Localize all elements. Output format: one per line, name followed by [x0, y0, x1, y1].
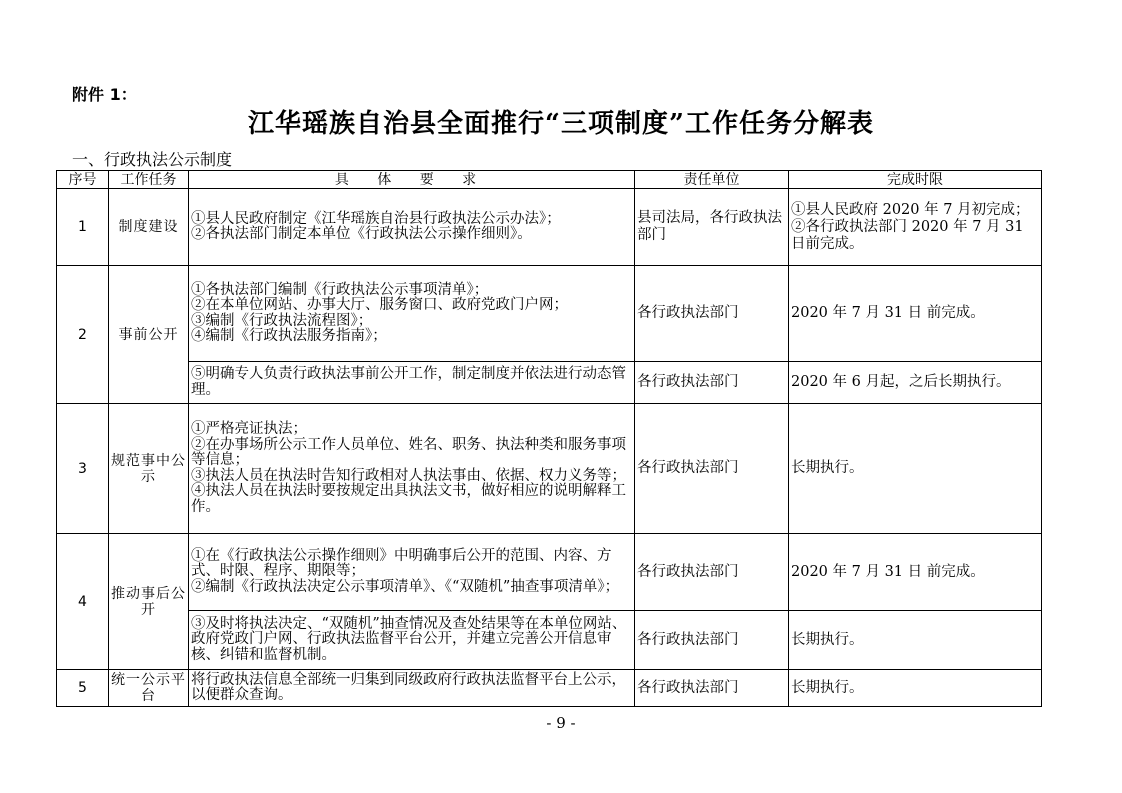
content-line: ⑤明确专人负责行政执法事前公开工作，制定制度并依法进行动态管理。: [191, 366, 626, 398]
row-content: [189, 189, 635, 266]
row-task: 推动事后公开: [109, 534, 189, 670]
row-content: [189, 611, 635, 670]
content-line: ②在办事场所公示工作人员单位、姓名、职务、执法种类和服务事项等信息；: [191, 436, 626, 468]
row-unit: 各行政执法部门: [635, 611, 789, 670]
row-unit: 各行政执法部门: [635, 362, 789, 404]
deadline-line: ①县人民政府 2020 年 7 月初完成；: [791, 201, 1030, 218]
header-task: 工作任务: [109, 171, 189, 189]
deadline-line: 2020 年 6 月起，之后长期执行。: [791, 374, 1011, 390]
deadline-line: 长期执行。: [791, 679, 864, 696]
content-line: ②各执法部门制定本单位《行政执法公示操作细则》。: [191, 226, 532, 242]
table-header-row: [57, 171, 1042, 189]
content-line: 将行政执法信息全部统一归集到同级政府行政执法监督平台上公示，以便群众查询。: [191, 671, 626, 703]
table-row: [57, 266, 1042, 362]
section-heading: 一、行政执法公示制度: [72, 150, 233, 169]
table-row: [57, 534, 1042, 611]
content-line: ③执法人员在执法时告知行政相对人执法事由、依据、权力义务等；: [191, 467, 626, 484]
row-number: 2: [57, 266, 109, 404]
row-deadline: [789, 670, 1042, 707]
attachment-label: 附件 1：: [72, 85, 137, 104]
row-content: [189, 266, 635, 362]
deadline-line: ②各行政执法部门 2020 年 7 月 31 日前完成。: [791, 218, 1024, 252]
row-number: 5: [57, 670, 109, 707]
row-task: 制度建设: [109, 189, 189, 266]
row-unit: 各行政执法部门: [635, 266, 789, 362]
content-line: ④编制《行政执法服务指南》；: [191, 328, 387, 344]
row-task: 统一公示平台: [109, 670, 189, 707]
deadline-line: 长期执行。: [791, 631, 864, 648]
content-line: ④执法人员在执法时要按规定出具执法文书，做好相应的说明解释工作。: [191, 483, 626, 515]
deadline-line: 2020 年 7 月 31 日 前完成。: [791, 563, 985, 580]
content-line: ①严格亮证执法；: [191, 421, 307, 437]
row-unit: 各行政执法部门: [635, 404, 789, 534]
header-requirements: 具 体 要 求: [189, 171, 635, 189]
content-line: ②在本单位网站、办事大厅、服务窗口、政府党政门户网；: [191, 297, 568, 313]
table-row: [57, 189, 1042, 266]
row-deadline: [789, 611, 1042, 670]
row-content: [189, 404, 635, 534]
table-row: [57, 362, 1042, 404]
table-row: [57, 404, 1042, 534]
row-content: [189, 362, 635, 404]
page-number: - 9 -: [546, 714, 576, 732]
row-content: [189, 670, 635, 707]
page-title: 江华瑶族自治县全面推行“三项制度”工作任务分解表: [248, 109, 874, 139]
header-deadline: 完成时限: [789, 171, 1042, 189]
content-line: ①各执法部门编制《行政执法公示事项清单》；: [191, 281, 489, 298]
table-row: [57, 611, 1042, 670]
content-line: ①县人民政府制定《江华瑶族自治县行政执法公示办法》；: [191, 210, 561, 227]
row-unit: 各行政执法部门: [635, 670, 789, 707]
deadline-line: 2020 年 7 月 31 日 前完成。: [791, 305, 985, 321]
row-unit: 县司法局，各行政执法部门: [635, 189, 789, 266]
content-line: ③及时将执法决定、“双随机”抽查情况及查处结果等在本单位网站、政府党政门户网、行政执法监督平台公开，并建立完善公开信息审核、纠错和监督机制。: [191, 615, 627, 663]
row-task: 事前公开: [109, 266, 189, 404]
content-line: ②编制《行政执法决定公示事项清单》、《“双随机”抽查事项清单》；: [191, 578, 620, 595]
table-row: [57, 670, 1042, 707]
header-unit: 责任单位: [635, 171, 789, 189]
row-deadline: [789, 404, 1042, 534]
row-number: 1: [57, 189, 109, 266]
row-deadline: [789, 266, 1042, 362]
row-task: 规范事中公示: [109, 404, 189, 534]
row-deadline: [789, 189, 1042, 266]
row-deadline: [789, 534, 1042, 611]
header-number: 序号: [57, 171, 109, 189]
content-line: ①在《行政执法公示操作细则》中明确事后公开的范围、内容、方式、时限、程序、期限等；: [191, 547, 612, 580]
row-deadline: [789, 362, 1042, 404]
row-number: 4: [57, 534, 109, 670]
task-table: [56, 170, 1042, 707]
row-content: [189, 534, 635, 611]
row-number: 3: [57, 404, 109, 534]
deadline-line: 长期执行。: [791, 460, 864, 476]
row-unit: 各行政执法部门: [635, 534, 789, 611]
content-line: ③编制《行政执法流程图》；: [191, 312, 373, 329]
